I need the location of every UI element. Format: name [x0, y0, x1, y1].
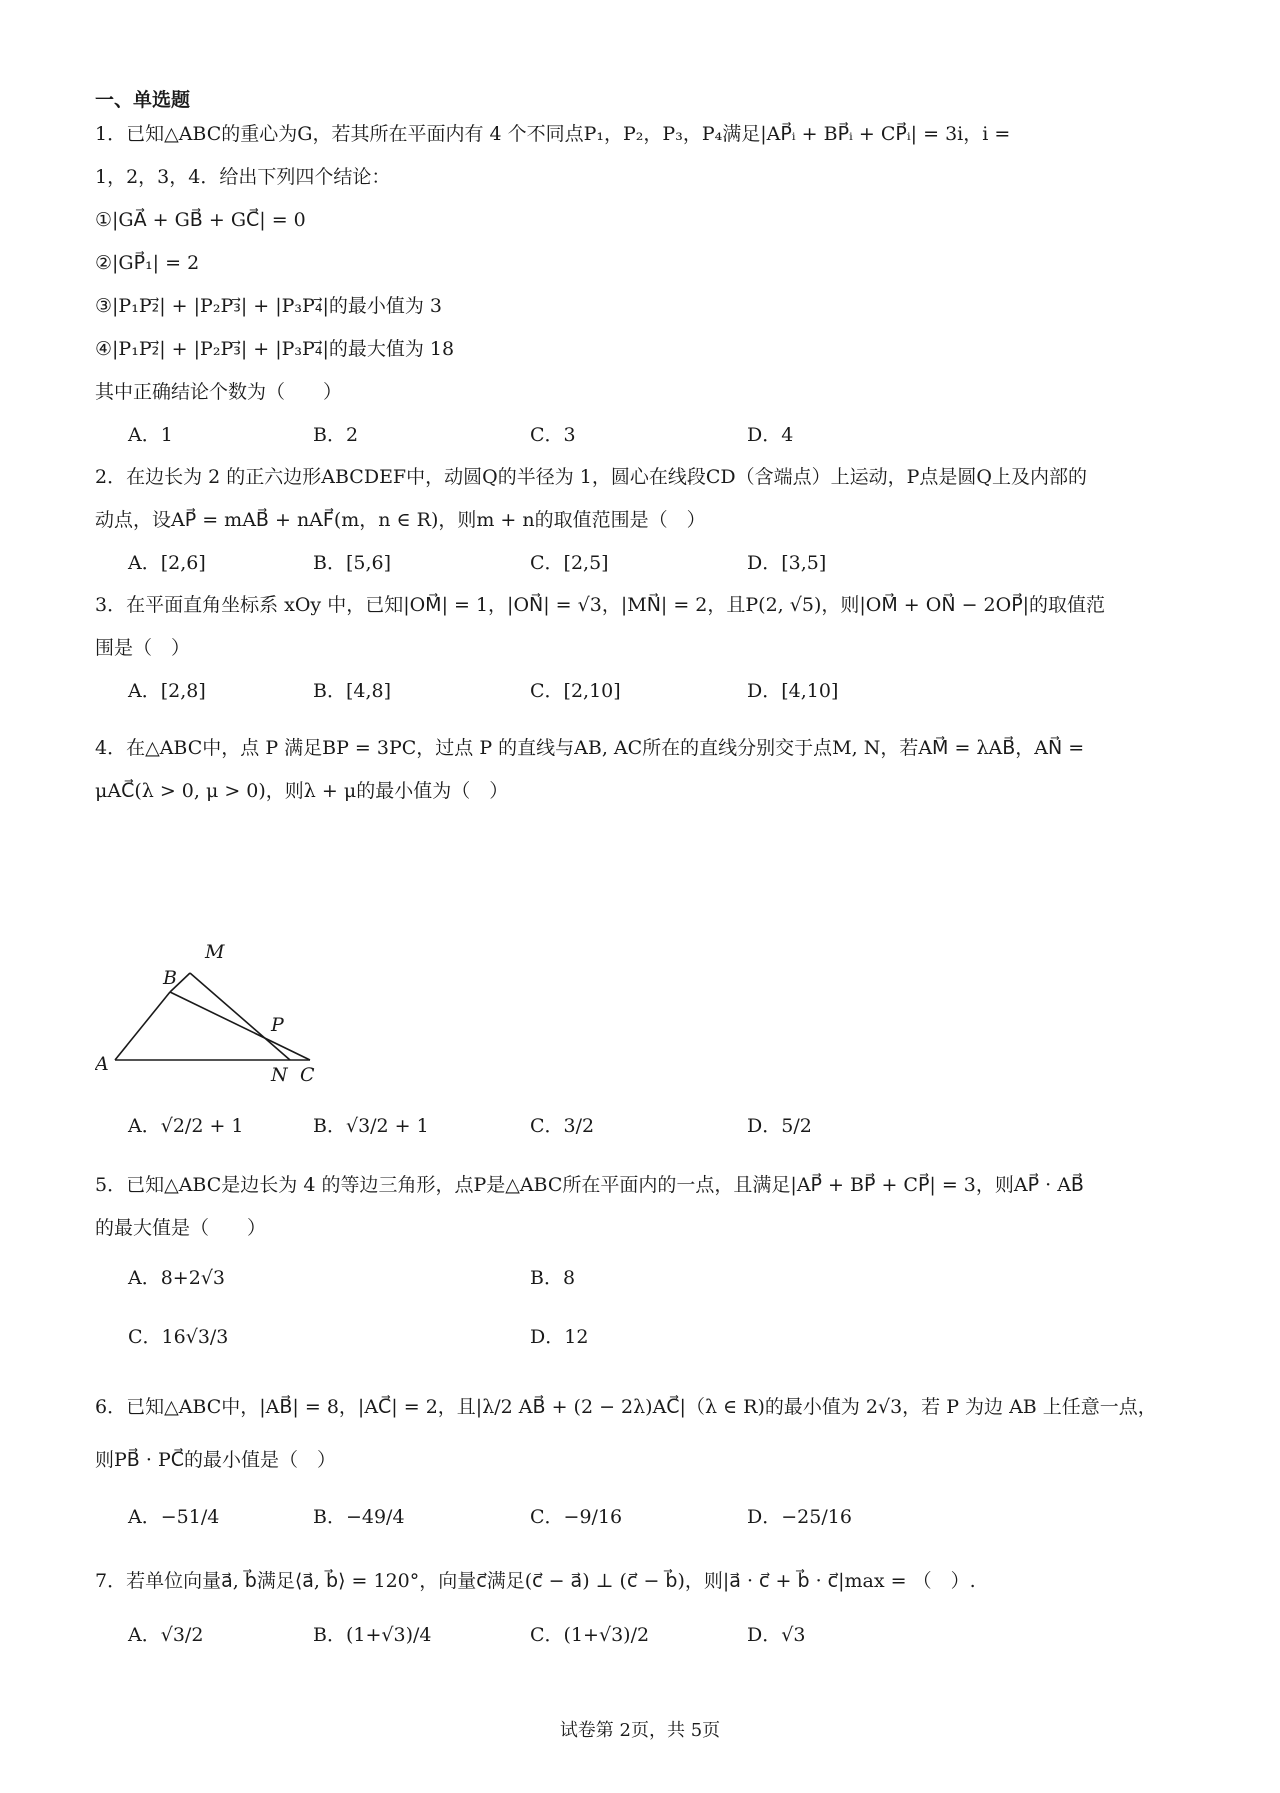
question-text-line: 的最大值是（ ）: [95, 1217, 267, 1239]
option-d[interactable]: D．[3,5]: [747, 552, 827, 574]
question-text-line: 1．已知△ABC的重心为G，若其所在平面内有 4 个不同点P₁，P₂，P₃，P₄满足|AP⃗ᵢ + BP⃗ᵢ + CP⃗ᵢ| = 3i，i =: [95, 123, 1011, 145]
statement-2: ②|GP⃗₁| = 2: [95, 252, 200, 274]
option-b[interactable]: B．[4,8]: [313, 680, 392, 702]
option-b[interactable]: B．2: [313, 424, 359, 446]
question-text-line: 动点，设AP⃗ = mAB⃗ + nAF⃗(m，n ∈ R)，则m + n的取值范围是（ ）: [95, 509, 706, 531]
question-text-line: 3．在平面直角坐标系 xOy 中，已知|OM⃗| = 1，|ON⃗| = √3，|MN⃗| = 2，且P(2, √5)，则|OM⃗ + ON⃗ − 2OP⃗|的取值范: [95, 594, 1106, 616]
option-a[interactable]: A．√2/2 + 1: [128, 1115, 244, 1137]
statement-4: ④|P₁P₂⃗| + |P₂P₃⃗| + |P₃P₄⃗|的最大值为 18: [95, 338, 455, 360]
option-c[interactable]: C．16√3/3: [128, 1326, 229, 1348]
question-text-line: 7．若单位向量a⃗, b⃗满足⟨a⃗, b⃗⟩ = 120°，向量c⃗满足(c⃗ − a⃗) ⊥ (c⃗ − b⃗)，则|a⃗ · c⃗ + b⃗ · c⃗|max = （ ）.: [95, 1570, 976, 1592]
option-c[interactable]: C．−9/16: [530, 1506, 623, 1528]
section-title: 一、单选题: [95, 89, 191, 111]
label-c: C: [300, 1064, 315, 1085]
question-text-line: 则PB⃗ · PC⃗的最小值是（ ）: [95, 1449, 336, 1471]
option-d[interactable]: D．4: [747, 424, 794, 446]
option-b[interactable]: B．√3/2 + 1: [313, 1115, 429, 1137]
option-c[interactable]: C．(1+√3)/2: [530, 1624, 650, 1646]
option-d[interactable]: D．[4,10]: [747, 680, 839, 702]
option-a[interactable]: A．√3/2: [128, 1624, 204, 1646]
option-a[interactable]: A．8+2√3: [128, 1267, 226, 1289]
question-text-line: 6．已知△ABC中，|AB⃗| = 8，|AC⃗| = 2，且|λ/2 AB⃗ + (2 − 2λ)AC⃗|（λ ∈ R)的最小值为 2√3，若 P 为边 AB 上任意一点，: [95, 1396, 1157, 1418]
option-a[interactable]: A．−51/4: [128, 1506, 220, 1528]
question-text-line: 5．已知△ABC是边长为 4 的等边三角形，点P是△ABC所在平面内的一点，且满足|AP⃗ + BP⃗ + CP⃗| = 3，则AP⃗ · AB⃗: [95, 1174, 1084, 1196]
question-prompt: 其中正确结论个数为（ ）: [95, 381, 343, 403]
option-d[interactable]: D．5/2: [747, 1115, 812, 1137]
label-p: P: [271, 1014, 284, 1036]
option-c[interactable]: C．3: [530, 424, 576, 446]
option-a[interactable]: A．[2,6]: [128, 552, 206, 574]
segment-ab: [115, 992, 170, 1060]
question-text-line: 4．在△ABC中，点 P 满足BP = 3PC，过点 P 的直线与AB, AC所在的直线分别交于点M, N，若AM⃗ = λAB⃗，AN⃗ =: [95, 737, 1085, 759]
option-d[interactable]: D．12: [530, 1326, 589, 1348]
label-b: B: [163, 967, 177, 989]
option-a[interactable]: A．1: [128, 424, 173, 446]
triangle-figure: [95, 935, 345, 1085]
option-d[interactable]: D．−25/16: [747, 1506, 852, 1528]
page-footer: 试卷第 2页，共 5页: [559, 1720, 721, 1741]
option-b[interactable]: B．[5,6]: [313, 552, 392, 574]
statement-1: ①|GA⃗ + GB⃗ + GC⃗| = 0: [95, 209, 306, 231]
label-a: A: [95, 1053, 109, 1075]
segment-bc: [170, 992, 310, 1060]
option-b[interactable]: B．(1+√3)/4: [313, 1624, 432, 1646]
question-text-line: 1，2，3，4．给出下列四个结论：: [95, 166, 391, 188]
label-n: N: [271, 1064, 288, 1085]
option-c[interactable]: C．[2,5]: [530, 552, 609, 574]
question-text-line: 2．在边长为 2 的正六边形ABCDEF中，动圆Q的半径为 1，圆心在线段CD（含端点）上运动，P点是圆Q上及内部的: [95, 466, 1087, 488]
option-b[interactable]: B．−49/4: [313, 1506, 405, 1528]
statement-3: ③|P₁P₂⃗| + |P₂P₃⃗| + |P₃P₄⃗|的最小值为 3: [95, 295, 442, 317]
label-m: M: [205, 941, 225, 963]
option-a[interactable]: A．[2,8]: [128, 680, 206, 702]
question-text-line: 围是（ ）: [95, 637, 191, 659]
option-b[interactable]: B．8: [530, 1267, 576, 1289]
option-c[interactable]: C．[2,10]: [530, 680, 621, 702]
option-c[interactable]: C．3/2: [530, 1115, 595, 1137]
option-d[interactable]: D．√3: [747, 1624, 806, 1646]
question-text-line: μAC⃗(λ > 0, μ > 0)，则λ + μ的最小值为（ ）: [95, 780, 509, 802]
